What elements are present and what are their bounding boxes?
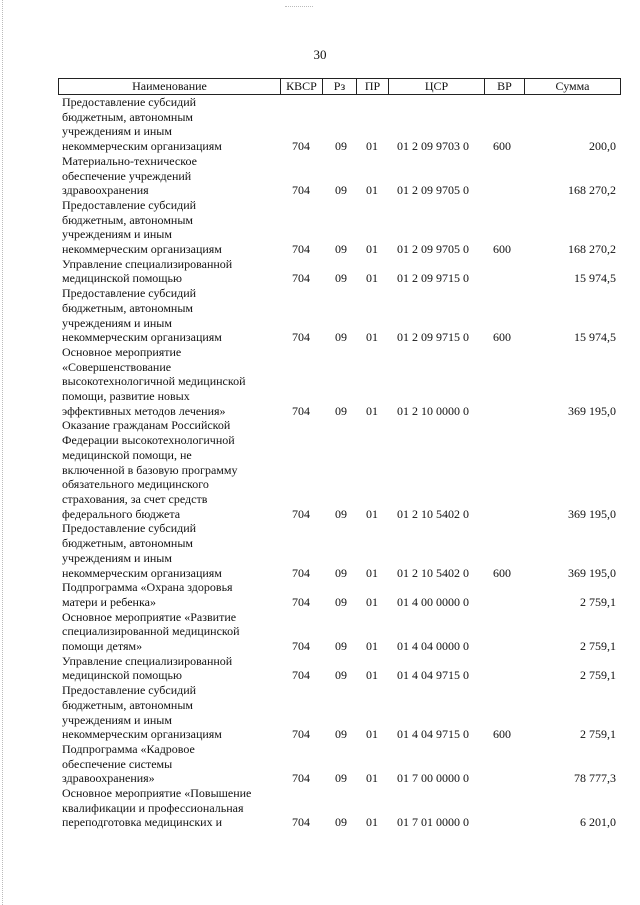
- row-name-line: учреждениям и иным: [62, 712, 172, 727]
- row-name-line: медицинской помощи, не: [62, 447, 192, 462]
- cell-rz: 09: [335, 668, 347, 683]
- cell-rz: 09: [335, 330, 347, 345]
- header-csr: ЦСР: [389, 79, 485, 94]
- cell-sum: 2 759,1: [580, 668, 616, 683]
- cell-rz: 09: [335, 139, 347, 154]
- cell-sum: 369 195,0: [568, 506, 616, 521]
- row-values: [62, 139, 622, 154]
- row-values: [62, 507, 622, 522]
- row-name-line: Основное мероприятие «Повышение: [62, 786, 252, 801]
- row-name-line: медицинской помощью: [62, 271, 182, 286]
- cell-kvsr: 704: [292, 403, 310, 418]
- cell-rz: 09: [335, 771, 347, 786]
- row-name-line: бюджетным, автономным: [62, 212, 193, 227]
- row-values: [62, 242, 622, 257]
- row-values: [62, 815, 622, 830]
- row-values: [62, 727, 622, 742]
- cell-kvsr: 704: [292, 139, 310, 154]
- cell-rz: 09: [335, 242, 347, 257]
- table-header: [58, 78, 621, 95]
- cell-csr: 01 4 04 9715 0: [397, 727, 469, 742]
- table-row: [62, 610, 622, 654]
- table-row: [62, 654, 622, 683]
- row-values: [62, 271, 622, 286]
- row-name-line: Управление специализированной: [62, 256, 233, 271]
- row-name-line: страхования, за счет средств: [62, 491, 208, 506]
- cell-pr: 01: [366, 639, 378, 654]
- table-row: [62, 418, 622, 521]
- header-pr: ПР: [357, 79, 389, 94]
- table-row: [62, 257, 622, 286]
- header-vr: ВР: [485, 79, 525, 94]
- row-values: [62, 183, 622, 198]
- cell-vr: 600: [493, 139, 511, 154]
- cell-rz: 09: [335, 403, 347, 418]
- row-name-line: Предоставление субсидий: [62, 683, 197, 698]
- cell-kvsr: 704: [292, 242, 310, 257]
- row-name-line: Предоставление субсидий: [62, 286, 197, 301]
- cell-sum: 369 195,0: [568, 403, 616, 418]
- cell-csr: 01 2 10 5402 0: [397, 565, 469, 580]
- table-row: [62, 345, 622, 419]
- cell-kvsr: 704: [292, 506, 310, 521]
- row-name-line: специализированной медицинской: [62, 624, 240, 639]
- cell-sum: 78 777,3: [574, 771, 616, 786]
- row-name-line: бюджетным, автономным: [62, 109, 193, 124]
- row-values: [62, 668, 622, 683]
- cell-vr: 600: [493, 242, 511, 257]
- row-name-line: Подпрограмма «Кадровое: [62, 741, 195, 756]
- row-name-line: обеспечение учреждений: [62, 168, 192, 183]
- cell-sum: 369 195,0: [568, 565, 616, 580]
- header-sum: Сумма: [555, 79, 590, 93]
- cell-csr: 01 4 04 9715 0: [397, 668, 469, 683]
- cell-kvsr: 704: [292, 668, 310, 683]
- row-name-line: помощи детям»: [62, 639, 143, 654]
- cell-rz: 09: [335, 183, 347, 198]
- table-row: [62, 742, 622, 786]
- cell-csr: 01 7 00 0000 0: [397, 771, 469, 786]
- row-name-line: некоммерческим организациям: [62, 242, 222, 257]
- row-name-line: бюджетным, автономным: [62, 697, 193, 712]
- cell-csr: 01 2 09 9705 0: [397, 242, 469, 257]
- row-values: [62, 566, 622, 581]
- cell-pr: 01: [366, 668, 378, 683]
- cell-rz: 09: [335, 727, 347, 742]
- row-name-line: некоммерческим организациям: [62, 565, 222, 580]
- row-name-line: учреждениям и иным: [62, 550, 172, 565]
- cell-kvsr: 704: [292, 727, 310, 742]
- row-name-line: Основное мероприятие «Развитие: [62, 609, 237, 624]
- page-number: 30: [313, 47, 327, 62]
- row-name-line: Федерации высокотехнологичной: [62, 433, 235, 448]
- cell-pr: 01: [366, 183, 378, 198]
- row-name-line: бюджетным, автономным: [62, 300, 193, 315]
- header-kvsr: КВСР: [281, 79, 323, 94]
- cell-csr: 01 7 01 0000 0: [397, 815, 469, 830]
- table-body: [62, 95, 622, 830]
- cell-sum: 200,0: [589, 139, 616, 154]
- cell-rz: 09: [335, 271, 347, 286]
- cell-vr: 600: [493, 727, 511, 742]
- cell-kvsr: 704: [292, 183, 310, 198]
- cell-sum: 6 201,0: [580, 815, 616, 830]
- table-row: [62, 683, 622, 742]
- table-row: [62, 521, 622, 580]
- row-values: [62, 330, 622, 345]
- row-name-line: помощи, развитие новых: [62, 389, 190, 404]
- cell-kvsr: 704: [292, 330, 310, 345]
- cell-vr: 600: [493, 330, 511, 345]
- table-row: [62, 198, 622, 257]
- row-name-line: высокотехнологичной медицинской: [62, 374, 246, 389]
- table-row: [62, 580, 622, 609]
- row-values: [62, 404, 622, 419]
- row-name-line: некоммерческим организациям: [62, 330, 222, 345]
- cell-kvsr: 704: [292, 594, 310, 609]
- row-values: [62, 639, 622, 654]
- scan-artifact-dots: [285, 6, 313, 7]
- cell-rz: 09: [335, 815, 347, 830]
- cell-sum: 2 759,1: [580, 727, 616, 742]
- row-name-line: Предоставление субсидий: [62, 197, 197, 212]
- row-name-line: Оказание гражданам Российской: [62, 418, 231, 433]
- cell-rz: 09: [335, 506, 347, 521]
- table-row: [62, 286, 622, 345]
- cell-pr: 01: [366, 506, 378, 521]
- row-name-line: медицинской помощью: [62, 668, 182, 683]
- cell-pr: 01: [366, 815, 378, 830]
- scan-edge-dots: [2, 0, 5, 905]
- row-name-line: переподготовка медицинских и: [62, 815, 223, 830]
- cell-kvsr: 704: [292, 271, 310, 286]
- row-name-line: Материально-техническое: [62, 153, 197, 168]
- cell-csr: 01 2 09 9715 0: [397, 330, 469, 345]
- row-name-line: бюджетным, автономным: [62, 536, 193, 551]
- cell-rz: 09: [335, 594, 347, 609]
- cell-pr: 01: [366, 242, 378, 257]
- row-name-line: включенной в базовую программу: [62, 462, 238, 477]
- cell-sum: 2 759,1: [580, 639, 616, 654]
- row-name-line: некоммерческим организациям: [62, 727, 222, 742]
- row-name-line: матери и ребенка»: [62, 594, 156, 609]
- row-name-line: «Совершенствование: [62, 359, 172, 374]
- row-name-line: Подпрограмма «Охрана здоровья: [62, 580, 233, 595]
- cell-csr: 01 2 10 0000 0: [397, 403, 469, 418]
- cell-pr: 01: [366, 403, 378, 418]
- cell-kvsr: 704: [292, 565, 310, 580]
- row-name-line: квалификации и профессиональная: [62, 800, 244, 815]
- header-rz: Рз: [323, 79, 357, 94]
- cell-csr: 01 4 04 0000 0: [397, 639, 469, 654]
- cell-pr: 01: [366, 594, 378, 609]
- cell-pr: 01: [366, 330, 378, 345]
- cell-pr: 01: [366, 271, 378, 286]
- row-name-line: Предоставление субсидий: [62, 521, 197, 536]
- cell-sum: 168 270,2: [568, 242, 616, 257]
- cell-kvsr: 704: [292, 771, 310, 786]
- cell-csr: 01 2 09 9703 0: [397, 139, 469, 154]
- row-values: [62, 595, 622, 610]
- cell-sum: 15 974,5: [574, 330, 616, 345]
- cell-sum: 15 974,5: [574, 271, 616, 286]
- table-row: [62, 95, 622, 154]
- row-values: [62, 771, 622, 786]
- row-name-line: эффективных методов лечения»: [62, 403, 226, 418]
- row-name-line: федерального бюджета: [62, 506, 181, 521]
- cell-csr: 01 2 10 5402 0: [397, 506, 469, 521]
- cell-kvsr: 704: [292, 639, 310, 654]
- cell-rz: 09: [335, 639, 347, 654]
- row-name-line: Предоставление субсидий: [62, 95, 197, 109]
- cell-vr: 600: [493, 565, 511, 580]
- cell-kvsr: 704: [292, 815, 310, 830]
- row-name-line: учреждениям и иным: [62, 227, 172, 242]
- row-name-line: Управление специализированной: [62, 653, 233, 668]
- row-name-line: обязательного медицинского: [62, 477, 209, 492]
- cell-rz: 09: [335, 565, 347, 580]
- cell-pr: 01: [366, 139, 378, 154]
- cell-csr: 01 2 09 9705 0: [397, 183, 469, 198]
- cell-pr: 01: [366, 727, 378, 742]
- cell-sum: 2 759,1: [580, 594, 616, 609]
- cell-pr: 01: [366, 771, 378, 786]
- row-name-line: здравоохранения»: [62, 771, 155, 786]
- header-name: Наименование: [59, 79, 281, 94]
- row-name-line: Основное мероприятие: [62, 344, 182, 359]
- cell-sum: 168 270,2: [568, 183, 616, 198]
- row-name-line: учреждениям и иным: [62, 124, 172, 139]
- table-row: [62, 154, 622, 198]
- table-row: [62, 786, 622, 830]
- row-name-line: некоммерческим организациям: [62, 139, 222, 154]
- row-name-line: учреждениям и иным: [62, 315, 172, 330]
- cell-csr: 01 2 09 9715 0: [397, 271, 469, 286]
- cell-csr: 01 4 00 0000 0: [397, 594, 469, 609]
- row-name-line: здравоохранения: [62, 183, 149, 198]
- row-name-line: обеспечение системы: [62, 756, 173, 771]
- cell-pr: 01: [366, 565, 378, 580]
